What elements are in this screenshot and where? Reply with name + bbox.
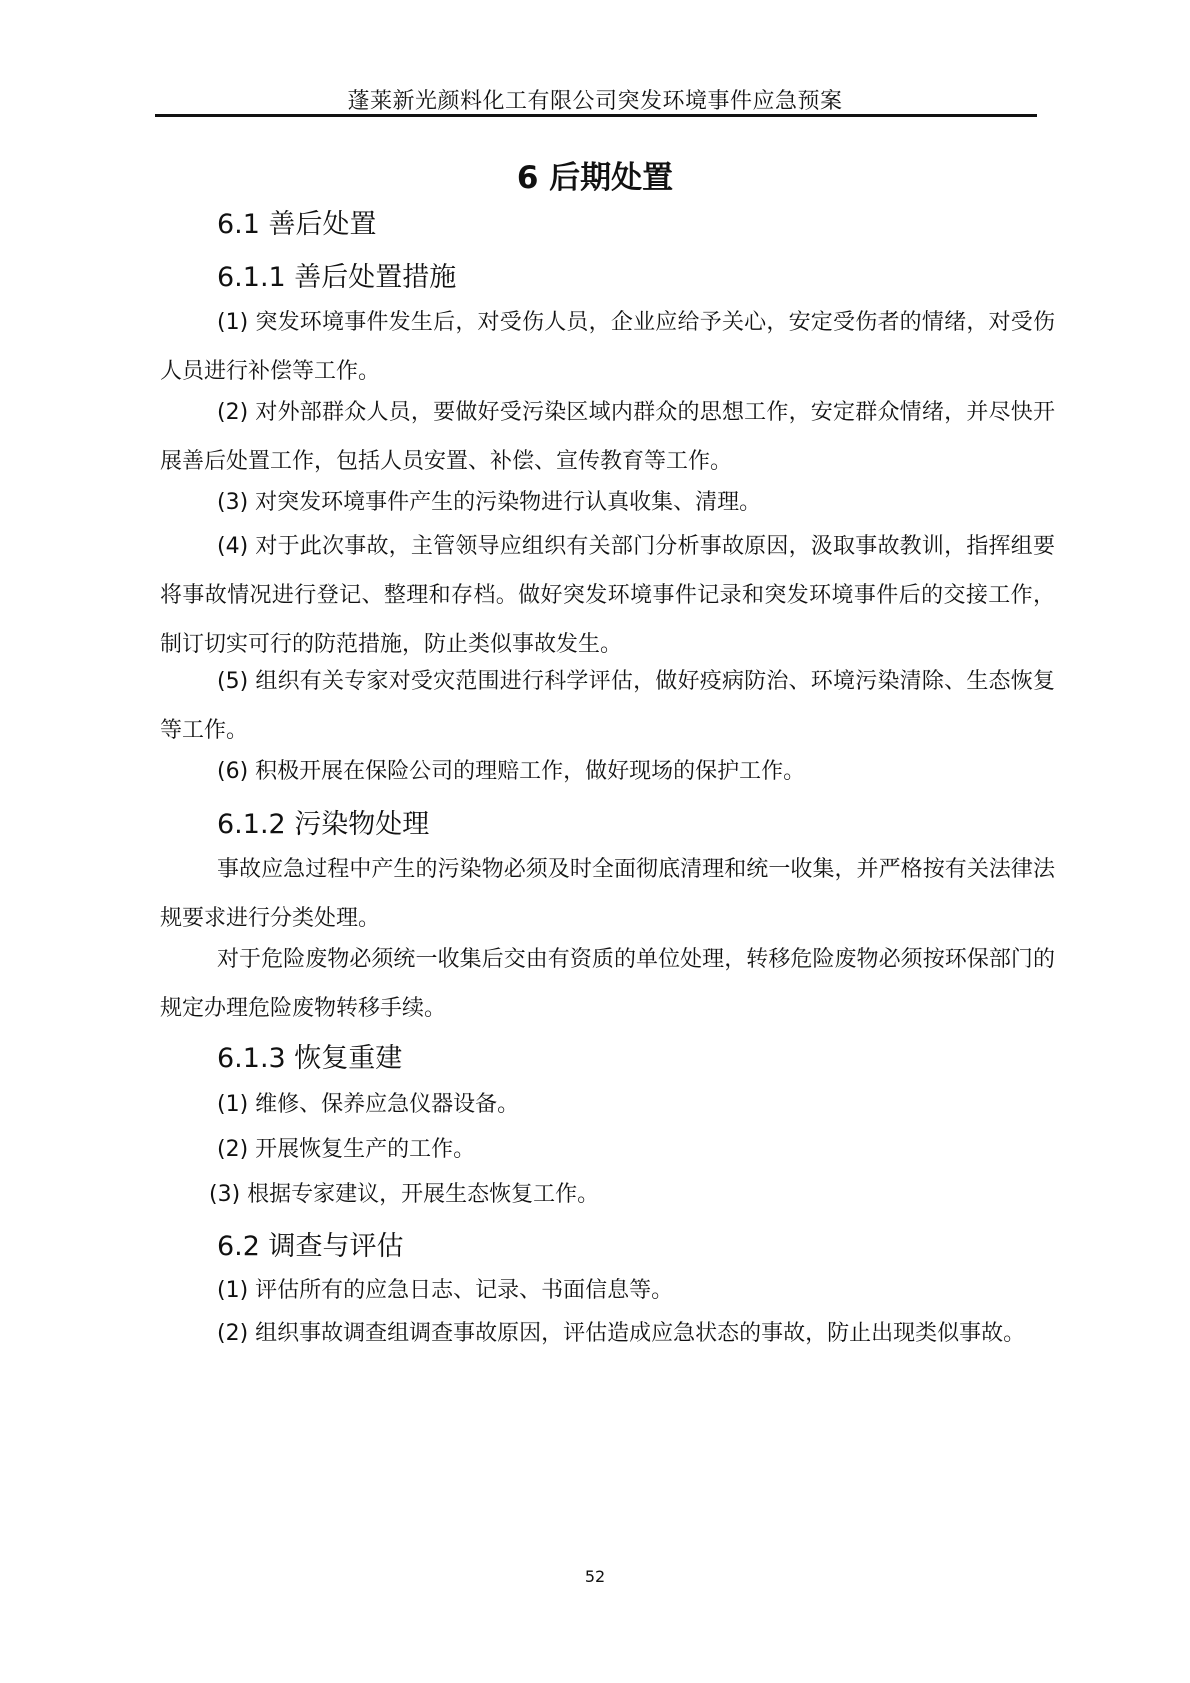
assessment-item-1: (1) 评估所有的应急日志、记录、书面信息等。: [217, 1278, 674, 1303]
section-heading-6-1-1: 6.1.1 善后处置措施: [217, 262, 457, 293]
recovery-item-2: (2) 开展恢复生产的工作。: [217, 1137, 476, 1162]
section-heading-6-1: 6.1 善后处置: [217, 209, 377, 240]
recovery-item-1: (1) 维修、保养应急仪器设备。: [217, 1092, 520, 1117]
paragraph-item-1: (1) 突发环境事件发生后，对受伤人员，企业应给予关心，安定受伤者的情绪，对受伤人员进行补偿等工作。: [160, 310, 1055, 384]
section-heading-6-1-3: 6.1.3 恢复重建: [217, 1043, 403, 1074]
assessment-item-2: (2) 组织事故调查组调查事故原因，评估造成应急状态的事故，防止出现类似事故。: [217, 1321, 1026, 1346]
running-header: 蓬莱新光颜料化工有限公司突发环境事件应急预案: [347, 89, 843, 114]
page-number: 52: [584, 1567, 606, 1586]
paragraph-item-4: (4) 对于此次事故，主管领导应组织有关部门分析事故原因，汲取事故教训，指挥组要将事故情况进行登记、整理和存档。做好突发环境事件记录和突发环境事件后的交接工作，制订切实可行的防范措施，防止类似事故发生。: [160, 534, 1055, 657]
section-heading-6-1-2: 6.1.2 污染物处理: [217, 809, 430, 840]
recovery-item-3: (3) 根据专家建议，开展生态恢复工作。: [209, 1182, 600, 1207]
paragraph-item-5: (5) 组织有关专家对受灾范围进行科学评估，做好疫病防治、环境污染清除、生态恢复等工作。: [160, 669, 1055, 743]
paragraph-item-3: (3) 对突发环境事件产生的污染物进行认真收集、清理。: [217, 490, 762, 515]
section-heading-6-2: 6.2 调查与评估: [217, 1231, 404, 1262]
chapter-title: 6 后期处置: [516, 160, 674, 196]
paragraph-pollutant-2: 对于危险废物必须统一收集后交由有资质的单位处理，转移危险废物必须按环保部门的规定办理危险废物转移手续。: [160, 947, 1055, 1021]
paragraph-item-6: (6) 积极开展在保险公司的理赔工作，做好现场的保护工作。: [217, 759, 806, 784]
paragraph-pollutant-1: 事故应急过程中产生的污染物必须及时全面彻底清理和统一收集，并严格按有关法律法规要求进行分类处理。: [160, 857, 1055, 931]
header-rule: [155, 114, 1037, 117]
paragraph-item-2: (2) 对外部群众人员，要做好受污染区域内群众的思想工作，安定群众情绪，并尽快开展善后处置工作，包括人员安置、补偿、宣传教育等工作。: [160, 400, 1055, 474]
